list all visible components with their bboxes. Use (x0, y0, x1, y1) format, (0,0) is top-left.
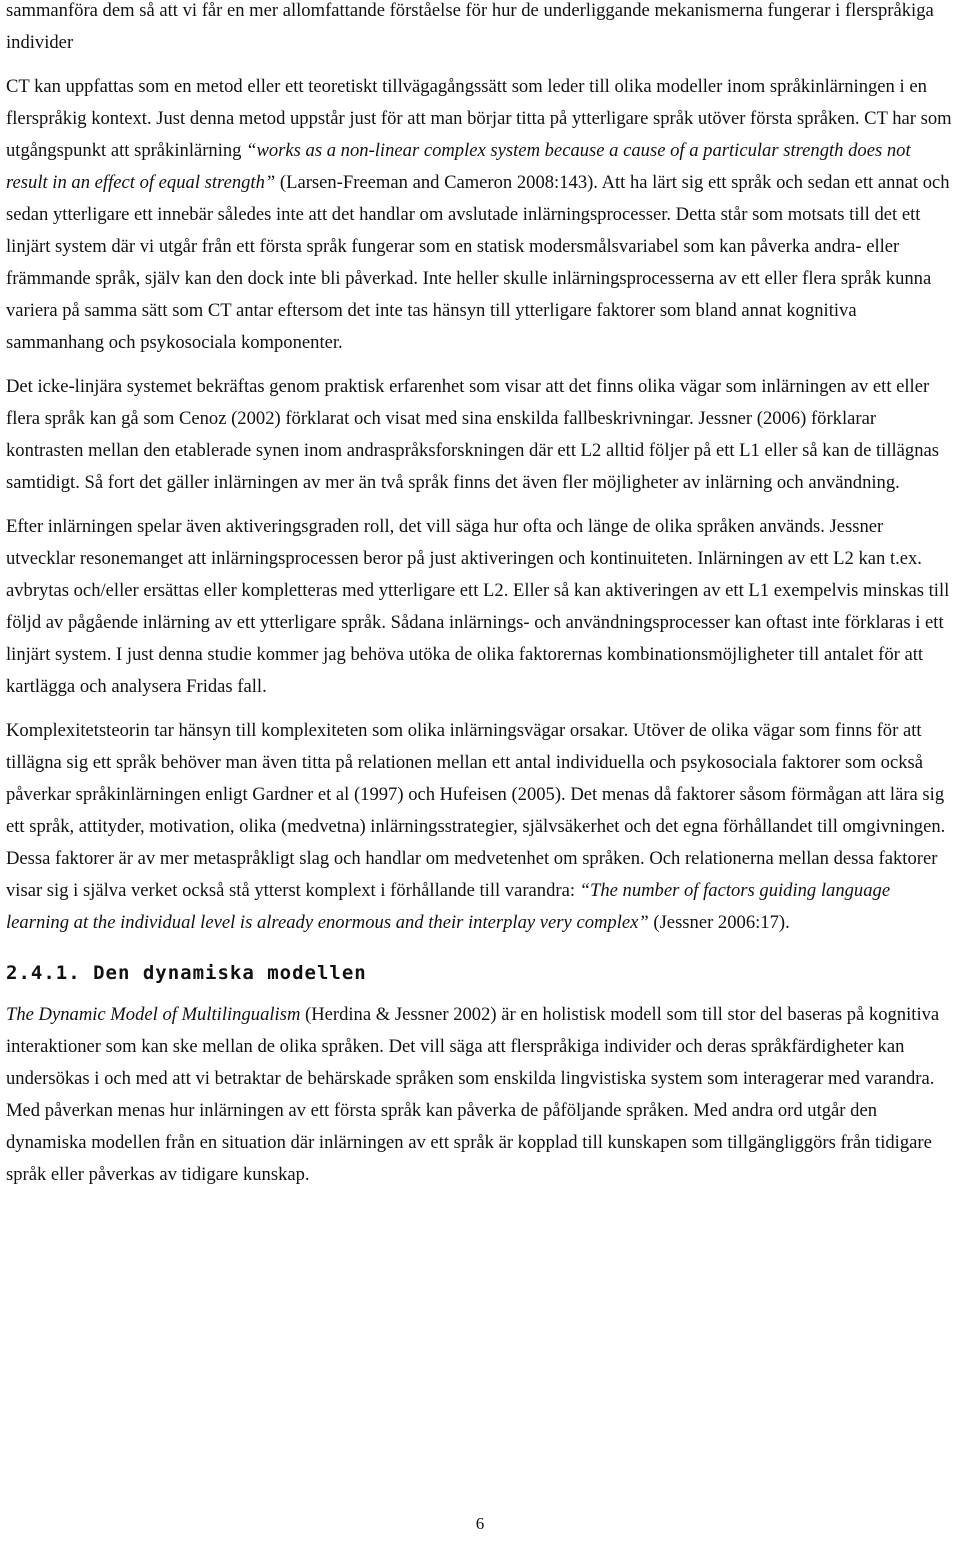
paragraph-dynamic-model (6, 999, 956, 1191)
paragraph-text: CT kan uppfattas som en metod eller ett teoretiskt tillvägagångssätt som leder till olika modeller inom språkinlärningen i en flerspråkig kontext. Just denna metod uppstår just för att man börjar titta på ytterligare språk utöver första språken. CT har som utgångspunkt att språkinlärning (6, 76, 952, 161)
paragraph-non-linear: Det icke-linjära systemet bekräftas genom praktisk erfarenhet som visar att det finns olika vägar som inlärningen av ett eller flera språk kan gå som Cenoz (2002) förklarat och visat med sina enskilda fallbeskrivningar. Jessner (2006) förklarar kontrasten mellan den etablerade synen inom andraspråksforskningen där ett L2 alltid följer på ett L1 eller så kan de tillägnas samtidigt. Så fort det gäller inlärningen av mer än två språk finns det även fler möjligheter av inlärning och användning. (6, 376, 939, 493)
paragraph-text: (Jessner 2006:17). (648, 912, 790, 933)
document-page (6, 0, 956, 1191)
paragraph-ct-method (6, 71, 956, 359)
paragraph-text: (Herdina & Jessner 2002) är en holistisk modell som till stor del baseras på kognitiva interaktioner som kan ske mellan de olika språken. Det vill säga att flerspråkiga individer och deras språkfärdigheter kan undersökas i och med att vi betraktar de behärskade språken som enskilda lingvistiska system som interagerar med varandra. Med påverkan menas hur inlärningen av ett första språk kan påverka de påföljande språken. Med andra ord utgår den dynamiska modellen från en situation där inlärningen av ett språk är kopplad till kunskapen som tillgängliggörs från tidigare språk eller påverkas av tidigare kunskap. (6, 1004, 940, 1185)
paragraph-activation: Efter inlärningen spelar även aktiveringsgraden roll, det vill säga hur ofta och länge de olika språken används. Jessner utvecklar resonemanget att inlärningsprocessen beror på just aktiveringen och kontinuiteten. Inlärningen av ett L2 kan t.ex. avbrytas och/eller ersättas eller kompletteras med ytterligare ett L2. Eller så kan aktiveringen av ett L1 exempelvis minskas till följd av pågående inlärning av ett ytterligare språk. Sådana inlärnings- och användningsprocesser kan oftast inte förklaras i ett linjärt system. I just denna studie kommer jag behöva utöka de olika faktorernas kombinationsmöjligheter till antalet för att kartlägga och analysera Fridas fall. (6, 516, 950, 697)
quote-jessner: “The number of factors guiding language learning at the individual level is already enormous and their interplay very complex” (6, 880, 891, 933)
page-number: 6 (475, 1514, 485, 1533)
paragraph-complexity-theory (6, 715, 956, 939)
paragraph-text: Komplexitetsteorin tar hänsyn till komplexiteten som olika inlärningsvägar orsakar. Utöver de olika vägar som finns för att tillägna sig ett språk behöver man även titta på relationen mellan ett antal individuella och psykosociala faktorer som också påverkar språkinlärningen enligt Gardner et al (1997) och Hufeisen (2005). Det menas då faktorer såsom förmågan att lära sig ett språk, attityder, motivation, olika (medvetna) inlärningsstrategier, självsäkerhet och det egna förhållandet till omgivningen. Dessa faktorer är av mer metaspråkligt slag och handlar om medvetenhet om språken. Och relationerna mellan dessa faktorer visar sig i själva verket också stå ytterst komplext i förhållande till varandra: (6, 720, 946, 901)
paragraph-intro-end: sammanföra dem så att vi får en mer allomfattande förståelse för hur de underliggande mekanismerna fungerar i flerspråkiga individer (6, 0, 934, 53)
paragraph-text: (Larsen-Freeman and Cameron 2008:143). Att ha lärt sig ett språk och sedan ett annat och sedan ytterligare ett innebär således inte att det handlar om avslutade inlärningsprocesser. Detta står som motsats till det ett linjärt system där vi utgår från ett första språk fungerar som en statisk modersmålsvariabel som kan påverka andra- eller främmande språk, själv kan den dock inte bli påverkad. Inte heller skulle inlärningsprocesserna av ett eller flera språk kunna variera på samma sätt som CT antar eftersom det inte tas hänsyn till ytterligare faktorer som bland annat kognitiva sammanhang och psykosociala komponenter. (6, 172, 950, 353)
section-heading: 2.4.1. Den dynamiska modellen (6, 962, 367, 984)
quote-larsen-freeman: “works as a non-linear complex system because a cause of a particular strength does not result in an effect of equal strength” (6, 140, 911, 193)
model-title: The Dynamic Model of Multilingualism (6, 1004, 301, 1025)
